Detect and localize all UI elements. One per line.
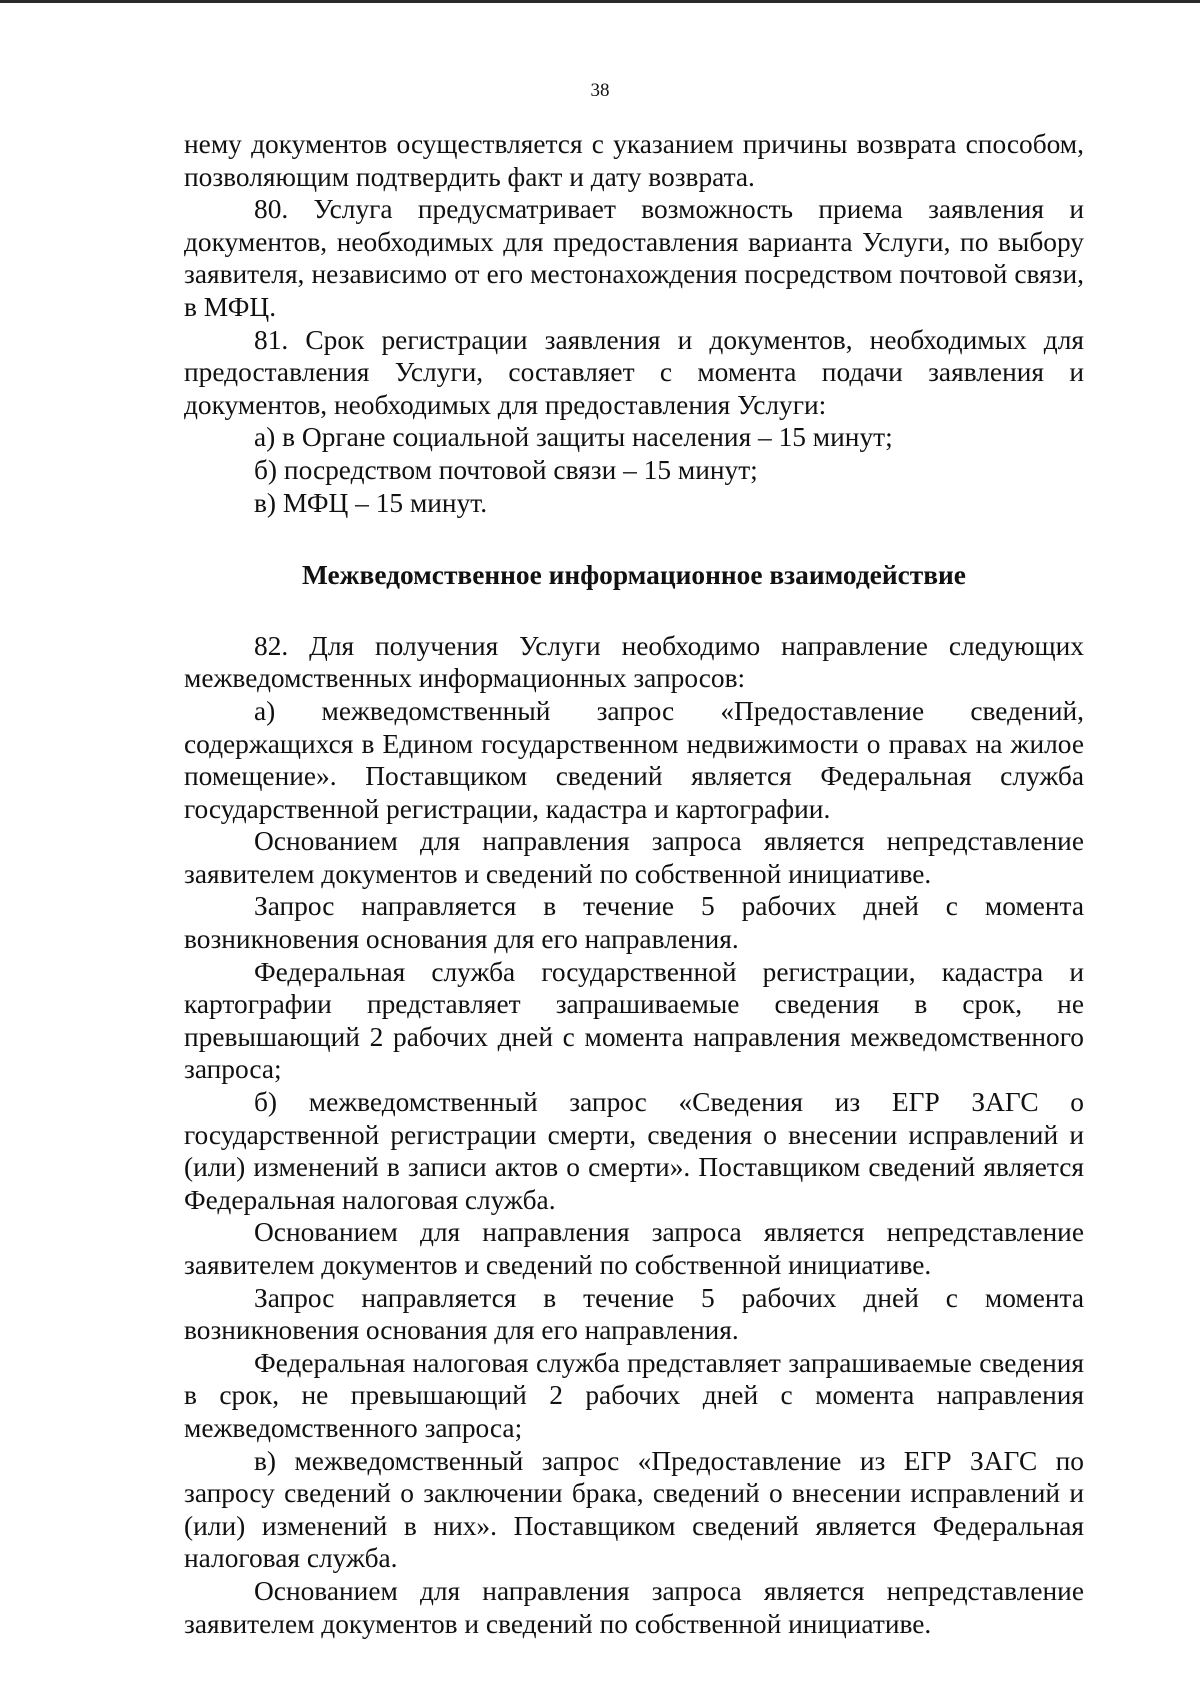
paragraph-82-b-basis: Основанием для направления запроса является непредставление заявителем документов и сведений по собственной инициативе. [184, 1217, 1084, 1280]
list-item-81-c: в) МФЦ – 15 минут. [254, 487, 488, 518]
section-heading: Межведомственное информационное взаимодействие [302, 560, 966, 591]
page-number: 38 [590, 80, 610, 101]
paragraph-82: 82. Для получения Услуги необходимо направление следующих межведомственных информационных запросов: [184, 630, 1084, 694]
scan-top-edge [0, 0, 1200, 3]
paragraph-82-b-term: Запрос направляется в течение 5 рабочих дней с момента возникновения основания для его направления. [184, 1282, 1084, 1346]
paragraph-82-b: б) межведомственный запрос «Сведения из ЕГР ЗАГС о государственной регистрации смерти, сведения о внесении исправлений и (или) изменений в записи актов о смерти». Поставщиком сведений является Федеральная налоговая служба. [184, 1087, 1084, 1215]
paragraph-82-a-basis: Основанием для направления запроса является непредставление заявителем документов и сведений по собственной инициативе. [184, 826, 1084, 889]
paragraph-82-a-term: Запрос направляется в течение 5 рабочих дней с момента возникновения основания для его направления. [184, 891, 1084, 955]
paragraph-82-a-response: Федеральная служба государственной регистрации, кадастра и картографии представляет запрашиваемые сведения в срок, не превышающий 2 рабочих дней с момента направления межведомственного запроса; [184, 956, 1084, 1085]
list-item-81-a: а) в Органе социальной защиты населения – 15 минут; [254, 422, 893, 453]
document-body [184, 128, 1084, 1640]
list-item-81-b: б) посредством почтовой связи – 15 минут; [254, 454, 758, 485]
paragraph-82-c-basis: Основанием для направления запроса является непредставление заявителем документов и сведений по собственной инициативе. [184, 1575, 1084, 1639]
paragraph-intro-continuation: нему документов осуществляется с указанием причины возврата способом, позволяющим подтвердить факт и дату возврата. [184, 129, 1084, 192]
paragraph-82-c: в) межведомственный запрос «Предоставление из ЕГР ЗАГС по запросу сведений о заключении брака, сведений о внесении исправлений и (или) изменений в них». Поставщиком сведений является Федеральная налоговая служба. [184, 1445, 1084, 1574]
paragraph-82-b-response: Федеральная налоговая служба представляет запрашиваемые сведения в срок, не превышающий 2 рабочих дней с момента направления межведомственного запроса; [184, 1347, 1084, 1443]
paragraph-82-a: а) межведомственный запрос «Предоставление сведений, содержащихся в Едином государственном недвижимости о правах на жилое помещение». Поставщиком сведений является Федеральная служба государственной регистрации, кадастра и картографии. [184, 695, 1084, 824]
paragraph-80: 80. Услуга предусматривает возможность приема заявления и документов, необходимых для предоставления варианта Услуги, по выбору заявителя, независимо от его местонахождения посредством почтовой связи, в МФЦ. [184, 194, 1084, 322]
paragraph-81: 81. Срок регистрации заявления и документов, необходимых для предоставления Услуги, составляет с момента подачи заявления и документов, необходимых для предоставления Услуги: [184, 324, 1084, 420]
